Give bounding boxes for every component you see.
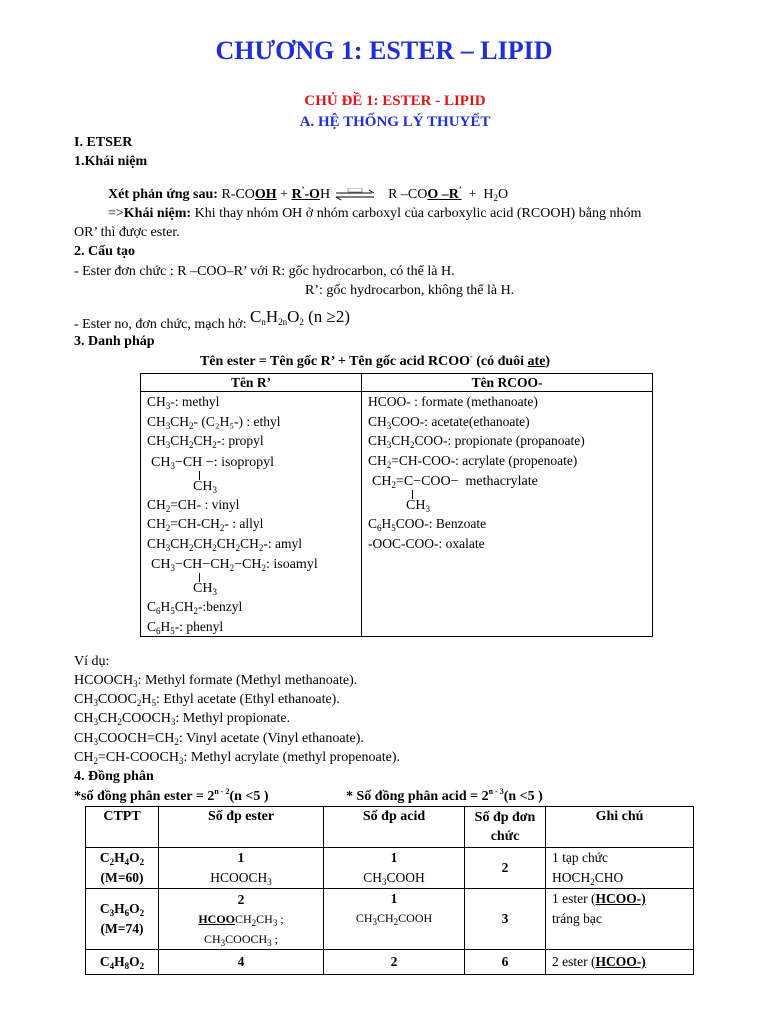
example-4: $CH_3COOCH=CH_2$: Vinyl acetate (Vinyl ethanoate).	[74, 731, 364, 747]
definition-label: Khái niệm:	[123, 206, 192, 221]
example-5: $CH_2=CH-COOCH_3$: Methyl acrylate (methyl propenoate).	[74, 750, 400, 766]
list-item: HCOO- : formate (methanoate)	[368, 394, 538, 409]
isomer-heading: 4. Đồng phân	[74, 769, 154, 784]
structure-line-3	[74, 307, 351, 334]
col-ester-count: Số đp ester	[159, 807, 324, 848]
examples-heading: Ví dụ:	[74, 654, 110, 669]
isomer-table	[85, 806, 694, 975]
col-acid-count: Số đp acid	[324, 807, 465, 848]
example-1: $HCOOCH_3$: Methyl formate (Methyl methanoate).	[74, 673, 358, 689]
list-item: $CH_3COO-$: acetate(ethanoate)	[368, 413, 530, 431]
naming-col-rcoo: Tên RCOO-	[362, 374, 653, 392]
example-3: $CH_3CH_2COOCH_3$: Methyl propionate.	[74, 711, 291, 727]
definition-line: =>Khái niệm: Khi thay nhóm OH ở nhóm carboxyl của carboxylic acid (RCOOH) bằng nhóm	[108, 206, 642, 221]
general-formula: $C_nH_{2n}O_2$ (n ≥2)	[249, 307, 351, 327]
col-note: Ghi chú	[546, 807, 694, 848]
list-item: $CH_3CH_2CH_2CH_2CH_2-$: amyl	[147, 535, 302, 553]
naming-col-r: Tên R’	[141, 374, 362, 392]
list-item: -OOC-COO-: oxalate	[368, 535, 485, 551]
table-row: $C_3H_6O_2$ (M=74) 2 $HCOOCH_2CH_3$ ; $CH_3COOCH_3$ ; 1 $CH_3CH_2COOH$ 3 1 ester (HCOO-) tráng bạc	[86, 889, 694, 950]
list-item: $CH_2=CH-COO-$: acrylate (propenoate)	[368, 452, 578, 470]
definition-text: Khi thay nhóm OH ở nhóm carboxyl của carboxylic acid (RCOOH) bằng nhóm	[191, 206, 642, 221]
structure-line-1: - Ester đơn chức : R –COO–R’ với R: gốc hydrocarbon, có thể là H.	[74, 264, 455, 279]
section-i-heading: I. ETSER	[74, 135, 133, 150]
list-item: $C_6H_5CH_2-:benzyl$	[147, 599, 243, 616]
list-item: $CH_2=CH-$ : vinyl	[147, 496, 240, 514]
list-item: $C_6H_5-$: phenyl	[147, 618, 224, 636]
table-row: $C_4H_8O_2$ 4 2 6 2 ester (HCOO-)	[86, 950, 694, 975]
topic-title: CHỦ ĐỀ 1: ESTER - LIPID	[304, 93, 486, 109]
ester-isomer-formula: *số đồng phân ester = $2^{n - 2}(n <5$ )	[74, 787, 269, 804]
list-item: $C_6H_5COO-$: Benzoate	[368, 516, 487, 533]
r-names-cell	[141, 392, 362, 637]
saturated-ester-label: - Ester no, đơn chức, mạch hở:	[74, 317, 247, 332]
isoamyl-structure: $CH_3-CH-CH_2-CH_2$: isoamyl $CH_3$	[151, 557, 318, 597]
reaction-intro: Xét phản ứng sau:	[108, 187, 218, 202]
naming-table	[140, 373, 653, 637]
list-item: $CH_3-$: methyl	[147, 394, 220, 411]
table-row: $C_2H_4O_2$ (M=60) 1 $HCOOCH_3$ 1 $CH_3COOH$ 2 1 tạp chức $HOCH_2CHO$	[86, 848, 694, 889]
reaction-line: Xét phản ứng sau: R-COOH + R’-OH R –COO $-R^’ + H_2O$	[108, 185, 509, 203]
chapter-title: CHƯƠNG 1: ESTER – LIPID	[215, 36, 553, 65]
nomenclature-heading: 3. Danh pháp	[74, 334, 155, 349]
rcoo-names-cell	[362, 392, 653, 637]
concept-heading: 1.Khái niệm	[74, 154, 148, 169]
list-item: $CH_3CH_2CH_2-$: propyl	[147, 433, 264, 450]
structure-line-2: R’: gốc hydrocarbon, không thể là H.	[305, 283, 515, 298]
structure-heading: 2. Cấu tạo	[74, 244, 136, 259]
definition-line-2: OR’ thì được ester.	[74, 225, 180, 240]
naming-rule: Tên ester = Tên gốc R’ + Tên gốc acid RCOO- (có đuôi ate)	[200, 352, 551, 369]
methacrylate-structure: $CH_2=C-COO-$ methacrylate $CH_3$	[372, 474, 538, 514]
reaction-arrow-icon	[334, 188, 378, 202]
col-total: Số đp đơn chức	[465, 807, 546, 848]
isopropyl-structure: $CH_3-CH$ −: isopropyl $CH_3$	[151, 454, 274, 495]
list-item: $CH_2=CH-CH_2-$ : allyl	[147, 516, 264, 533]
list-item: $CH_3CH_2COO-$: propionate (propanoate)	[368, 433, 585, 450]
list-item: $CH_3CH_2-$ (C₂H₅-) : ethyl	[147, 413, 281, 431]
acid-isomer-formula: * Số đồng phân acid = $2^{n - 3}(n <5$ )	[346, 787, 543, 804]
col-ctpt: CTPT	[86, 807, 159, 848]
example-2: $CH_3COOC_2H_5$: Ethyl acetate (Ethyl ethanoate).	[74, 692, 340, 708]
section-a-title: A. HỆ THỐNG LÝ THUYẾT	[299, 114, 491, 130]
